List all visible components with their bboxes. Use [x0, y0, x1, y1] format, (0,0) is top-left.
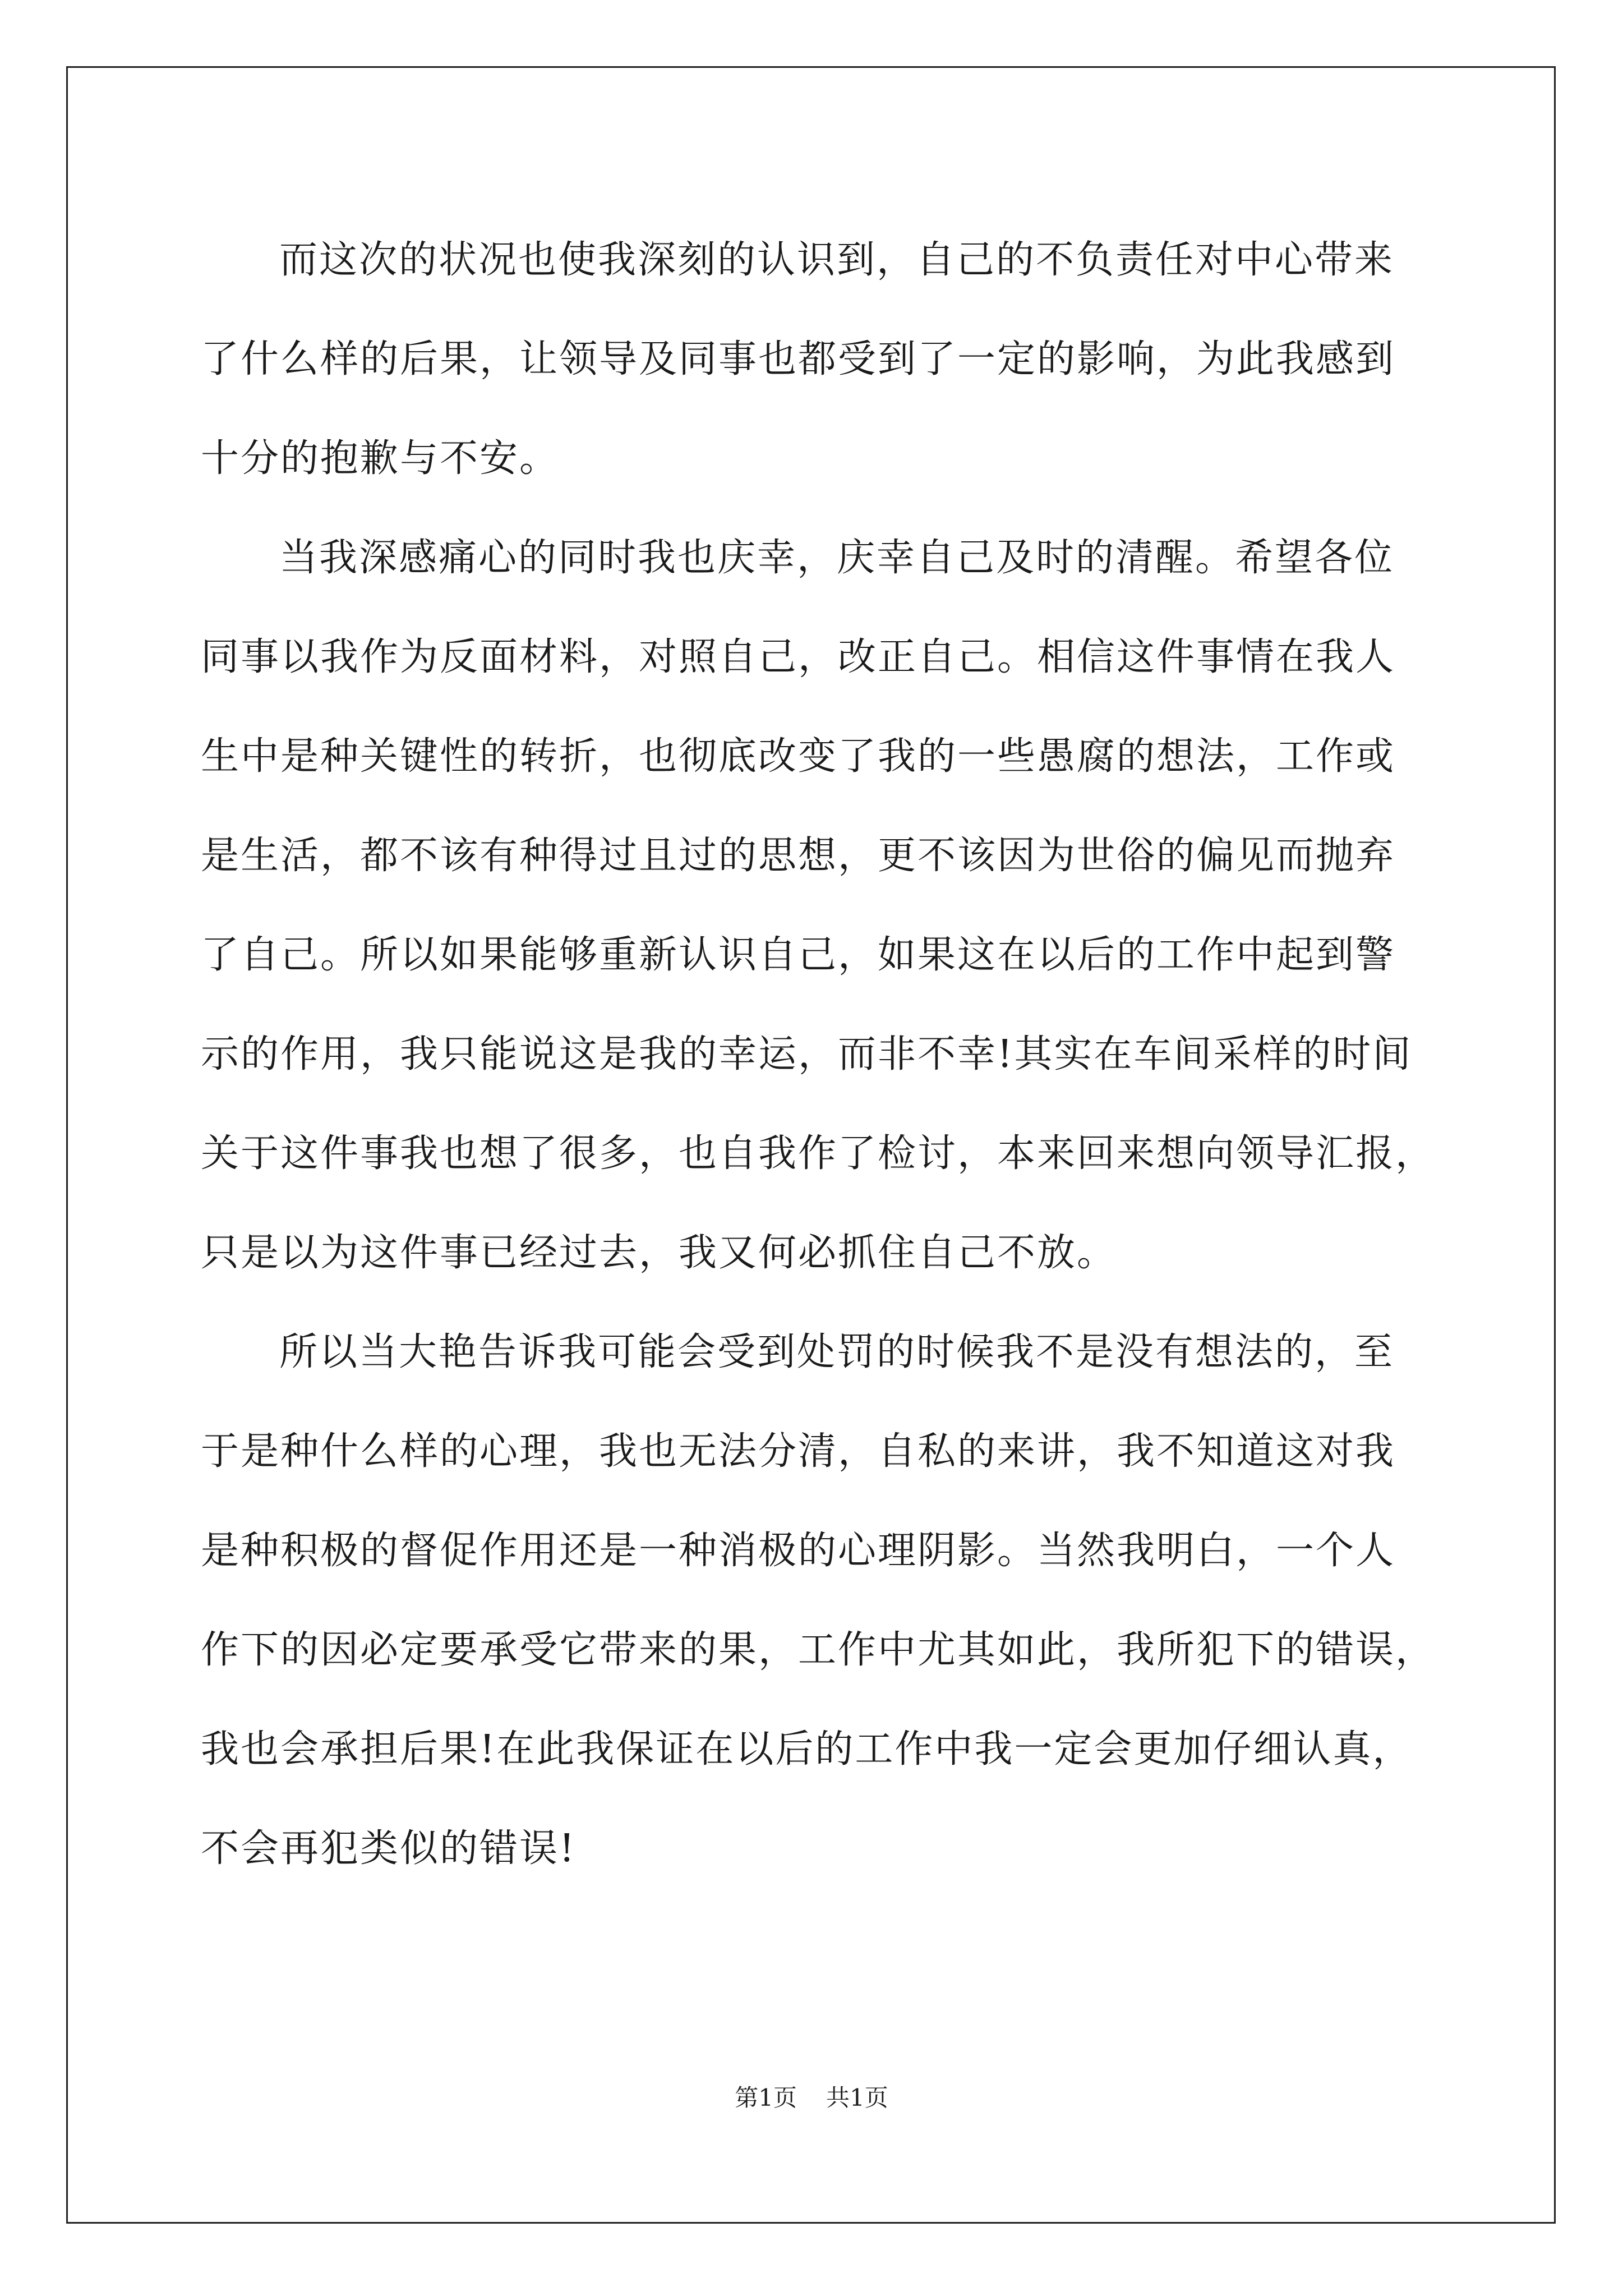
text-line: 是种积极的督促作用还是一种消极的心理阴影。当然我明白，一个人	[201, 1529, 1396, 1573]
text-line: 是生活，都不该有种得过且过的思想，更不该因为世俗的偏见而抛弃	[201, 834, 1396, 878]
text-line: 作下的因必定要承受它带来的果，工作中尤其如此，我所犯下的错误，	[201, 1628, 1436, 1672]
text-line: 我也会承担后果!在此我保证在以后的工作中我一定会更加仔细认真，	[201, 1727, 1413, 1772]
page-number-total: 共1页	[826, 2084, 888, 2111]
text-line: 于是种什么样的心理，我也无法分清，自私的来讲，我不知道这对我	[201, 1429, 1396, 1474]
text-line: 了自己。所以如果能够重新认识自己，如果这在以后的工作中起到警	[201, 933, 1396, 977]
text-line: 只是以为这件事已经过去，我又何必抓住自己不放。	[201, 1231, 1117, 1275]
page-footer	[0, 2082, 1623, 2114]
text-line: 而这次的状况也使我深刻的认识到，自己的不负责任对中心带来	[279, 238, 1395, 282]
text-line: 当我深感痛心的同时我也庆幸，庆幸自己及时的清醒。希望各位	[279, 536, 1395, 580]
text-line: 同事以我作为反面材料，对照自己，改正自己。相信这件事情在我人	[201, 635, 1396, 679]
text-line: 示的作用，我只能说这是我的幸运，而非不幸!其实在车间采样的时间	[201, 1032, 1413, 1076]
text-line: 生中是种关键性的转折，也彻底改变了我的一些愚腐的想法，工作或	[201, 734, 1396, 779]
text-line: 了什么样的后果，让领导及同事也都受到了一定的影响，为此我感到	[201, 337, 1396, 381]
text-line: 所以当大艳告诉我可能会受到处罚的时候我不是没有想法的，至	[279, 1330, 1395, 1374]
page-number-current: 第1页	[735, 2084, 797, 2111]
text-line: 十分的抱歉与不安。	[201, 436, 560, 481]
text-line: 不会再犯类似的错误!	[201, 1826, 577, 1871]
text-line: 关于这件事我也想了很多，也自我作了检讨，本来回来想向领导汇报，	[201, 1131, 1436, 1176]
document-body	[201, 210, 1436, 1898]
